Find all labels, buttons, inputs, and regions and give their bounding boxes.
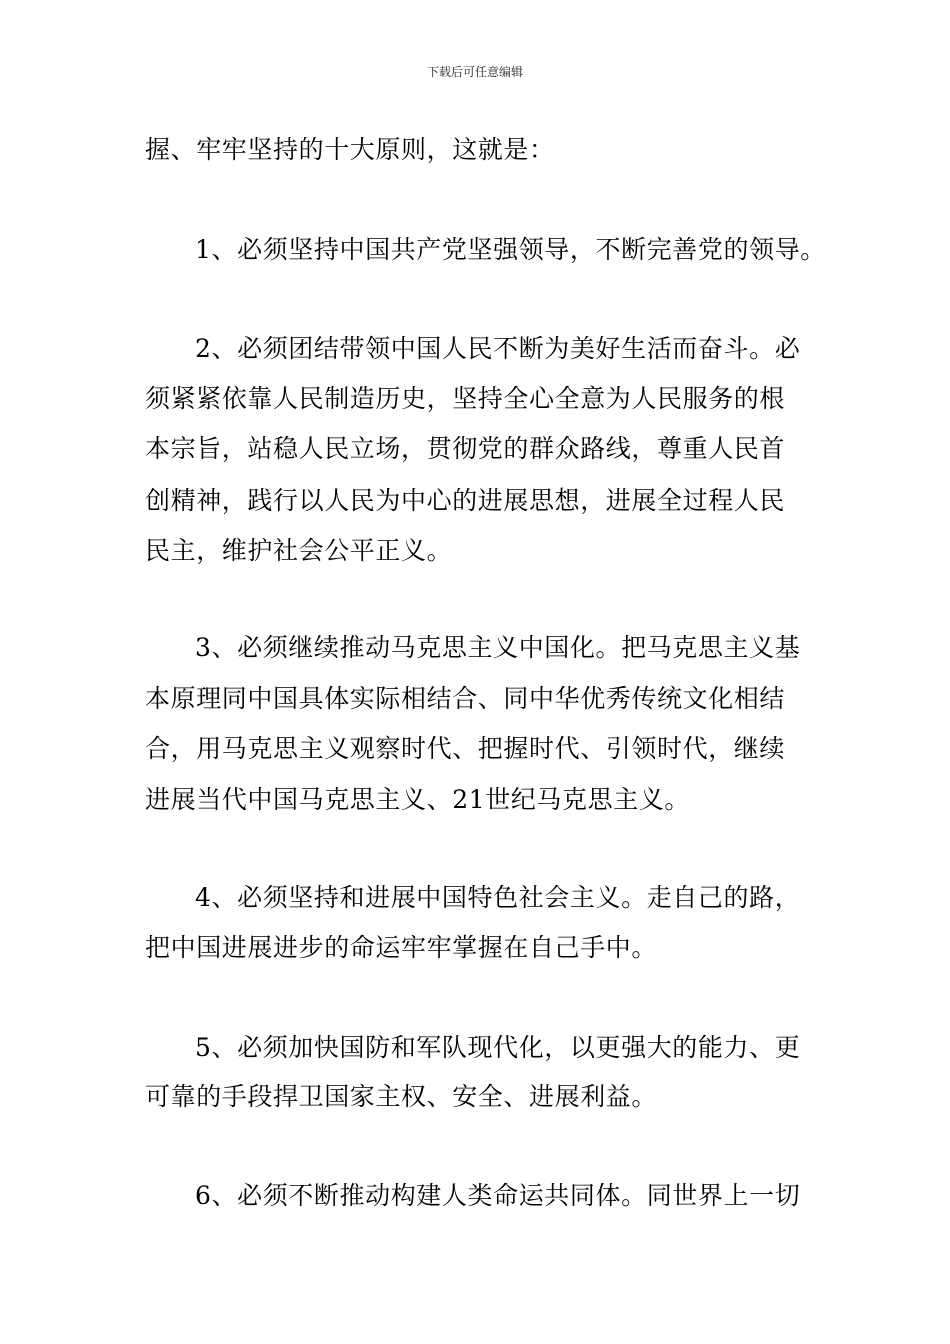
principle-4-line-1: 4、必须坚持和进展中国特色社会主义。走自己的路，	[195, 883, 801, 912]
principle-2-line-4: 创精神，践行以人民为中心的进展思想，进展全过程人民	[145, 486, 786, 515]
principle-3-line-2: 本原理同中国具体实际相结合、同中华优秀传统文化相结	[145, 684, 786, 713]
principle-4-line-2: 把中国进展进步的命运牢牢掌握在自己手中。	[145, 933, 658, 962]
text-line-continuation: 握、牢牢坚持的十大原则，这就是：	[145, 135, 555, 164]
principle-1-line-1: 1、必须坚持中国共产党坚强领导，不断完善党的领导。	[195, 235, 826, 264]
principle-2-line-1: 2、必须团结带领中国人民不断为美好生活而奋斗。必	[195, 334, 801, 363]
principle-3-line-1: 3、必须继续推动马克思主义中国化。把马克思主义基	[195, 633, 801, 662]
principle-2-line-3: 本宗旨，站稳人民立场，贯彻党的群众路线，尊重人民首	[145, 434, 786, 463]
principle-5-line-2: 可靠的手段捍卫国家主权、安全、进展利益。	[145, 1082, 658, 1111]
principle-2-line-5: 民主，维护社会公平正义。	[145, 536, 453, 565]
principle-2-line-2: 须紧紧依靠人民制造历史，坚持全心全意为人民服务的根	[145, 384, 786, 413]
principle-5-line-1: 5、必须加快国防和军队现代化，以更强大的能力、更	[195, 1033, 801, 1062]
principle-6-line-1: 6、必须不断推动构建人类命运共同体。同世界上一切	[195, 1181, 801, 1210]
principle-3-line-3: 合，用马克思主义观察时代、把握时代、引领时代，继续	[145, 734, 786, 763]
principle-3-line-4: 进展当代中国马克思主义、21世纪马克思主义。	[145, 785, 691, 814]
page-header-note: 下载后可任意编辑	[426, 65, 523, 79]
